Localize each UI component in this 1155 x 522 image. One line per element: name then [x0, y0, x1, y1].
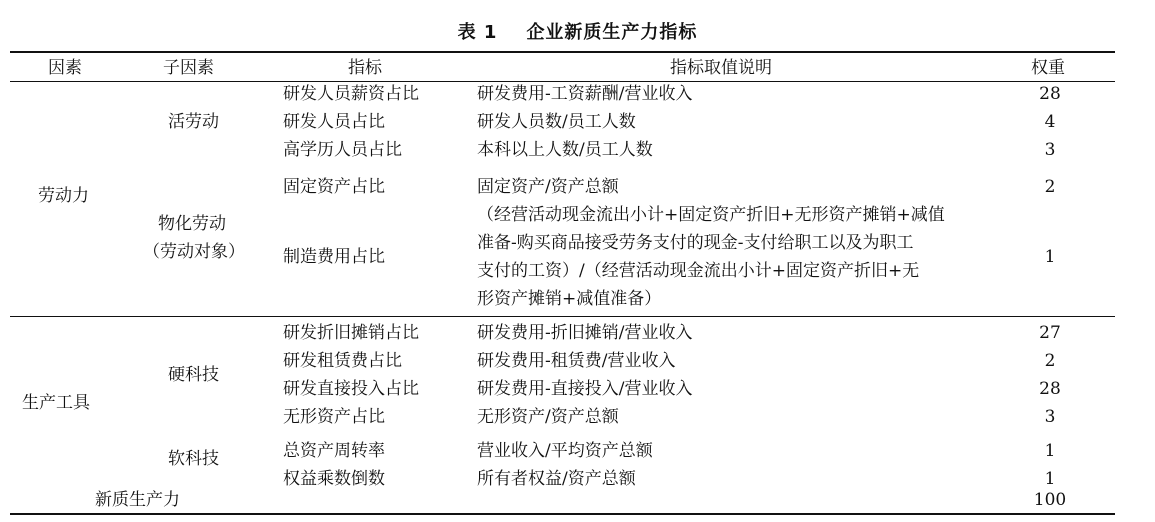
- weight-cell: 1: [1044, 441, 1056, 461]
- description-cell: 无形资产/资产总额: [477, 407, 619, 427]
- total-weight-cell: 100: [1033, 490, 1067, 510]
- factor-labor: 劳动力: [38, 186, 89, 206]
- subfactor-materialized-labor-note: （劳动对象）: [143, 242, 245, 262]
- indicator-cell: 总资产周转率: [283, 441, 385, 461]
- subfactor-hard-tech: 硬科技: [168, 365, 219, 385]
- header-subfactor: 子因素: [163, 58, 214, 78]
- description-cell: 研发费用-折旧摊销/营业收入: [477, 323, 693, 343]
- description-cell: 固定资产/资产总额: [477, 177, 619, 197]
- description-line: （经营活动现金流出小计+固定资产折旧+无形资产摊销+减值: [477, 205, 945, 225]
- weight-cell: 4: [1044, 112, 1056, 132]
- table-caption: 企业新质生产力指标: [526, 22, 698, 43]
- top-rule: [10, 51, 1115, 53]
- description-line: 准备-购买商品接受劳务支付的现金-支付给职工以及为职工: [477, 233, 914, 253]
- weight-cell: 28: [1039, 379, 1061, 399]
- header-weight: 权重: [1031, 58, 1065, 78]
- weight-cell: 2: [1044, 351, 1056, 371]
- weight-cell: 1: [1044, 247, 1056, 267]
- indicator-cell: 无形资产占比: [283, 407, 385, 427]
- description-cell: 研发费用-租赁费/营业收入: [477, 351, 676, 371]
- header-indicator: 指标: [348, 58, 382, 78]
- indicator-cell: 研发人员占比: [283, 112, 385, 132]
- subfactor-materialized-labor: 物化劳动: [158, 214, 226, 234]
- header-rule: [10, 81, 1115, 82]
- indicator-cell: 研发人员薪资占比: [283, 84, 419, 104]
- description-cell: 本科以上人数/员工人数: [477, 140, 653, 160]
- weight-cell: 3: [1044, 140, 1056, 160]
- weight-cell: 3: [1044, 407, 1056, 427]
- factor-total: 新质生产力: [95, 490, 180, 510]
- description-cell: 营业收入/平均资产总额: [477, 441, 653, 461]
- table-title: [0, 24, 1155, 42]
- indicator-cell: 固定资产占比: [283, 177, 385, 197]
- subfactor-living-labor: 活劳动: [168, 112, 219, 132]
- description-line: 支付的工资）/（经营活动现金流出小计+固定资产折旧+无: [477, 261, 920, 281]
- weight-cell: 28: [1039, 84, 1061, 104]
- description-cell: 研发人员数/员工人数: [477, 112, 636, 132]
- header-factor: 因素: [48, 58, 82, 78]
- indicator-cell: 权益乘数倒数: [283, 469, 385, 489]
- subfactor-soft-tech: 软科技: [168, 449, 219, 469]
- weight-cell: 1: [1044, 469, 1056, 489]
- description-cell: 研发费用-直接投入/营业收入: [477, 379, 693, 399]
- factor-tools: 生产工具: [22, 393, 90, 413]
- indicator-cell: 制造费用占比: [283, 247, 385, 267]
- description-cell: 研发费用-工资薪酬/营业收入: [477, 84, 693, 104]
- indicator-cell: 研发租赁费占比: [283, 351, 402, 371]
- description-cell: 所有者权益/资产总额: [477, 469, 636, 489]
- indicator-cell: 高学历人员占比: [283, 140, 402, 160]
- indicator-cell: 研发直接投入占比: [283, 379, 419, 399]
- table-label: 表 1: [457, 22, 498, 43]
- bottom-rule: [10, 513, 1115, 515]
- indicator-cell: 研发折旧摊销占比: [283, 323, 419, 343]
- header-description: 指标取值说明: [670, 58, 772, 78]
- description-line: 形资产摊销+减值准备）: [477, 289, 662, 309]
- group-divider-rule: [10, 316, 1115, 317]
- weight-cell: 2: [1044, 177, 1056, 197]
- weight-cell: 27: [1039, 323, 1061, 343]
